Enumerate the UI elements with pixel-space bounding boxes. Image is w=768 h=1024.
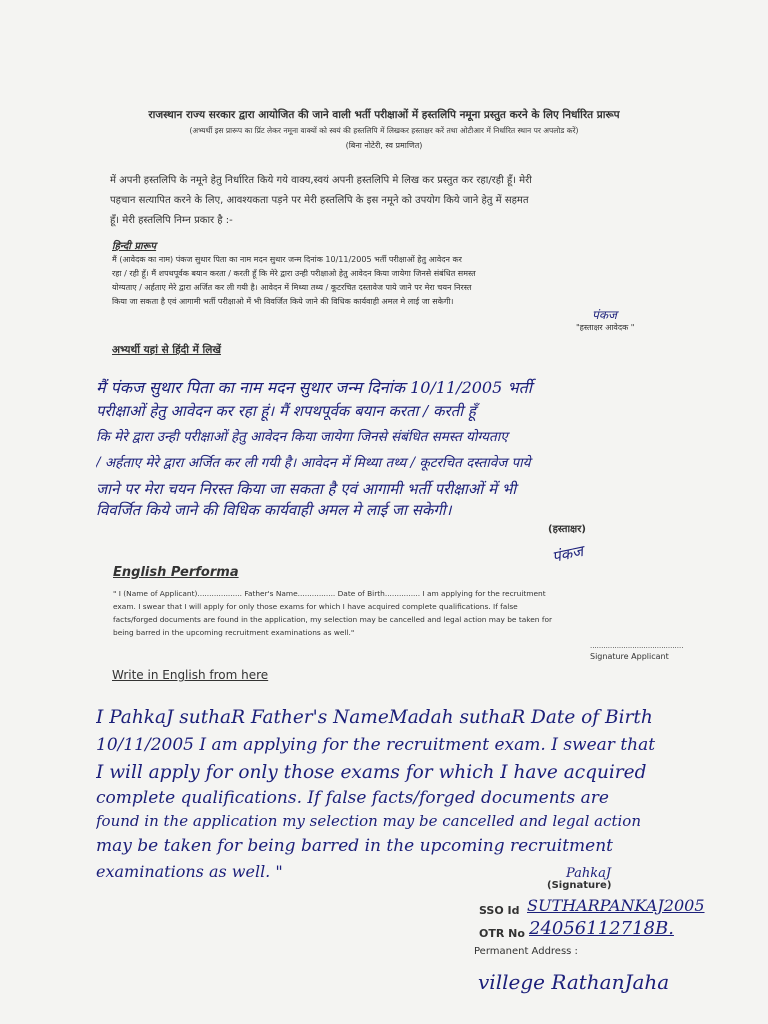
english-performa-signature-label: Signature Applicant (590, 652, 669, 661)
page-title: राजस्थान राज्य सरकार द्वारा आयोजित की जाने वाली भर्ती परीक्षाओं में हस्तलिपि नमूना प्रस्तुत करने के लिए निर्धारित प्रारूप (148, 109, 620, 121)
hindi-format-line-4: किया जा सकता है एवं आगामी भर्ती परीक्षाओ में भी विवर्जित किये जाने की विधिक कार्यवाही अमल मे लाई जा सकेगी। (112, 297, 454, 306)
english-write-signature: PahkaJ (566, 866, 612, 881)
hindi-format-signature: पंकज (592, 308, 617, 322)
hindi-write-line-3: कि मेरे द्वारा उन्ही परीक्षाओं हेतु आवेदन किया जायेगा जिनसे संबंधित समस्त योग्यताए (96, 429, 508, 445)
intro-line-2: पहचान सत्यापित करने के लिए, आवश्यकता पड़ने पर मेरी हस्तलिपि के इस नमूने को उपयोग किये जाने हेतु में सहमत (110, 195, 529, 206)
hindi-format-signature-label: "हस्ताक्षर आवेदक " (576, 323, 635, 332)
sso-id-label: SSO Id (479, 904, 520, 917)
sso-id-value: SUTHARPANKAJ2005 (527, 896, 705, 915)
page-note: (बिना नोटेरी, स्व प्रमाणित) (345, 141, 423, 150)
english-performa-line-4: being barred in the upcoming recruitment examinations as well." (113, 628, 355, 637)
hindi-format-line-2: रहा / रही हूँ। मैं शपथपूर्वक बयान करता / करती हूँ कि मेरे द्वारा उन्ही परीक्षाओ हेतु आवेदन किया जायेगा जिनसे संबंधित समस्त (112, 269, 476, 278)
english-performa-signature-dots: .......................................... (590, 642, 684, 650)
english-write-line-4: complete qualifications. If false facts/forged documents are (96, 788, 609, 808)
english-write-line-7: examinations as well. " (96, 862, 283, 881)
hindi-write-line-4: / अर्हताए मेरे द्वारा अर्जित कर ली गयी है। आवेदन में मिथ्या तथ्य / कूटरचित दस्तावेज पाये (96, 455, 531, 471)
english-performa-heading: English Performa (113, 565, 239, 580)
hindi-write-heading: अभ्यर्थी यहां से हिंदी में लिखें (112, 344, 221, 356)
english-write-line-6: may be taken for being barred in the upcoming recruitment (96, 836, 614, 856)
english-write-line-3: I will apply for only those exams for which I have acquired (96, 762, 647, 783)
permanent-address-label: Permanent Address : (474, 946, 578, 957)
otr-no-value: 24056112718B. (529, 918, 674, 939)
hindi-format-line-1: मैं (आवेदक का नाम) पंकज सुथार पिता का नाम मदन सुथार जन्म दिनांक 10/11/2005 भर्ती परीक्षाओं हेतु आवेदन कर (112, 255, 462, 264)
hindi-write-signature: पंकज (550, 541, 585, 567)
english-write-line-1: I PahkaJ suthaR Father's NameMadah suthaR Date of Birth (96, 707, 653, 728)
hindi-write-line-5: जाने पर मेरा चयन निरस्त किया जा सकता है एवं आगामी भर्ती परीक्षाओं में भी (96, 480, 517, 498)
english-performa-line-1: " I (Name of Applicant)................... Father's Name................ Date of Birth............... I am applying for the recruitment (113, 589, 546, 598)
page-subtitle: (अभ्यर्थी इस प्रारूप का प्रिंट लेकर नमूना वाक्यों को स्वयं की हस्तलिपि में लिखकर हस्ताक्षर करें तथा ओटीआर में निर्धारित स्थान पर अपलोड करें) (189, 126, 579, 135)
hindi-format-line-3: योग्यताए / अर्हताए मेरे द्वारा अर्जित कर ली गयी है। आवेदन में मिथ्या तथ्य / कूटरचित दस्तावेज पाये जाने पर मेरा चयन निरस्त (112, 283, 472, 292)
intro-line-3: हूँ। मेरी हस्तलिपि निम्न प्रकार है :- (110, 215, 233, 226)
english-performa-line-2: exam. I swear that I will apply for only those exams for which I have acquired complete qualifications. If false (113, 602, 518, 611)
hindi-format-heading: हिन्दी प्रारूप (112, 241, 157, 252)
otr-no-label: OTR No (479, 927, 525, 940)
hindi-write-signature-label: (हस्ताक्षर) (548, 524, 586, 535)
permanent-address-value: villege RathanJaha (478, 970, 670, 994)
english-write-line-2: 10/11/2005 I am applying for the recruitment exam. I swear that (96, 735, 656, 755)
english-write-signature-label: (Signature) (547, 880, 612, 891)
hindi-write-line-2: परीक्षाओं हेतु आवेदन कर रहा हूं। मैं शपथपूर्वक बयान करता / करती हूँ (96, 402, 476, 420)
hindi-write-line-6: विवर्जित किये जाने की विधिक कार्यवाही अमल मे लाई जा सकेगी। (96, 501, 452, 519)
english-write-heading: Write in English from here (112, 668, 269, 682)
intro-line-1: में अपनी हस्तलिपि के नमूने हेतु निर्धारित किये गये वाक्य,स्वयं अपनी हस्तलिपि मे लिख कर प्रस्तुत कर रहा/रही हूँ। मेरी (110, 175, 532, 186)
hindi-write-line-1: मैं पंकज सुथार पिता का नाम मदन सुथार जन्म दिनांक 10/11/2005 भर्ती (96, 378, 532, 397)
english-write-line-5: found in the application my selection may be cancelled and legal action (96, 812, 642, 830)
english-performa-line-3: facts/forged documents are found in the application, my selection may be cancelled and legal action may be taken for (113, 615, 553, 624)
